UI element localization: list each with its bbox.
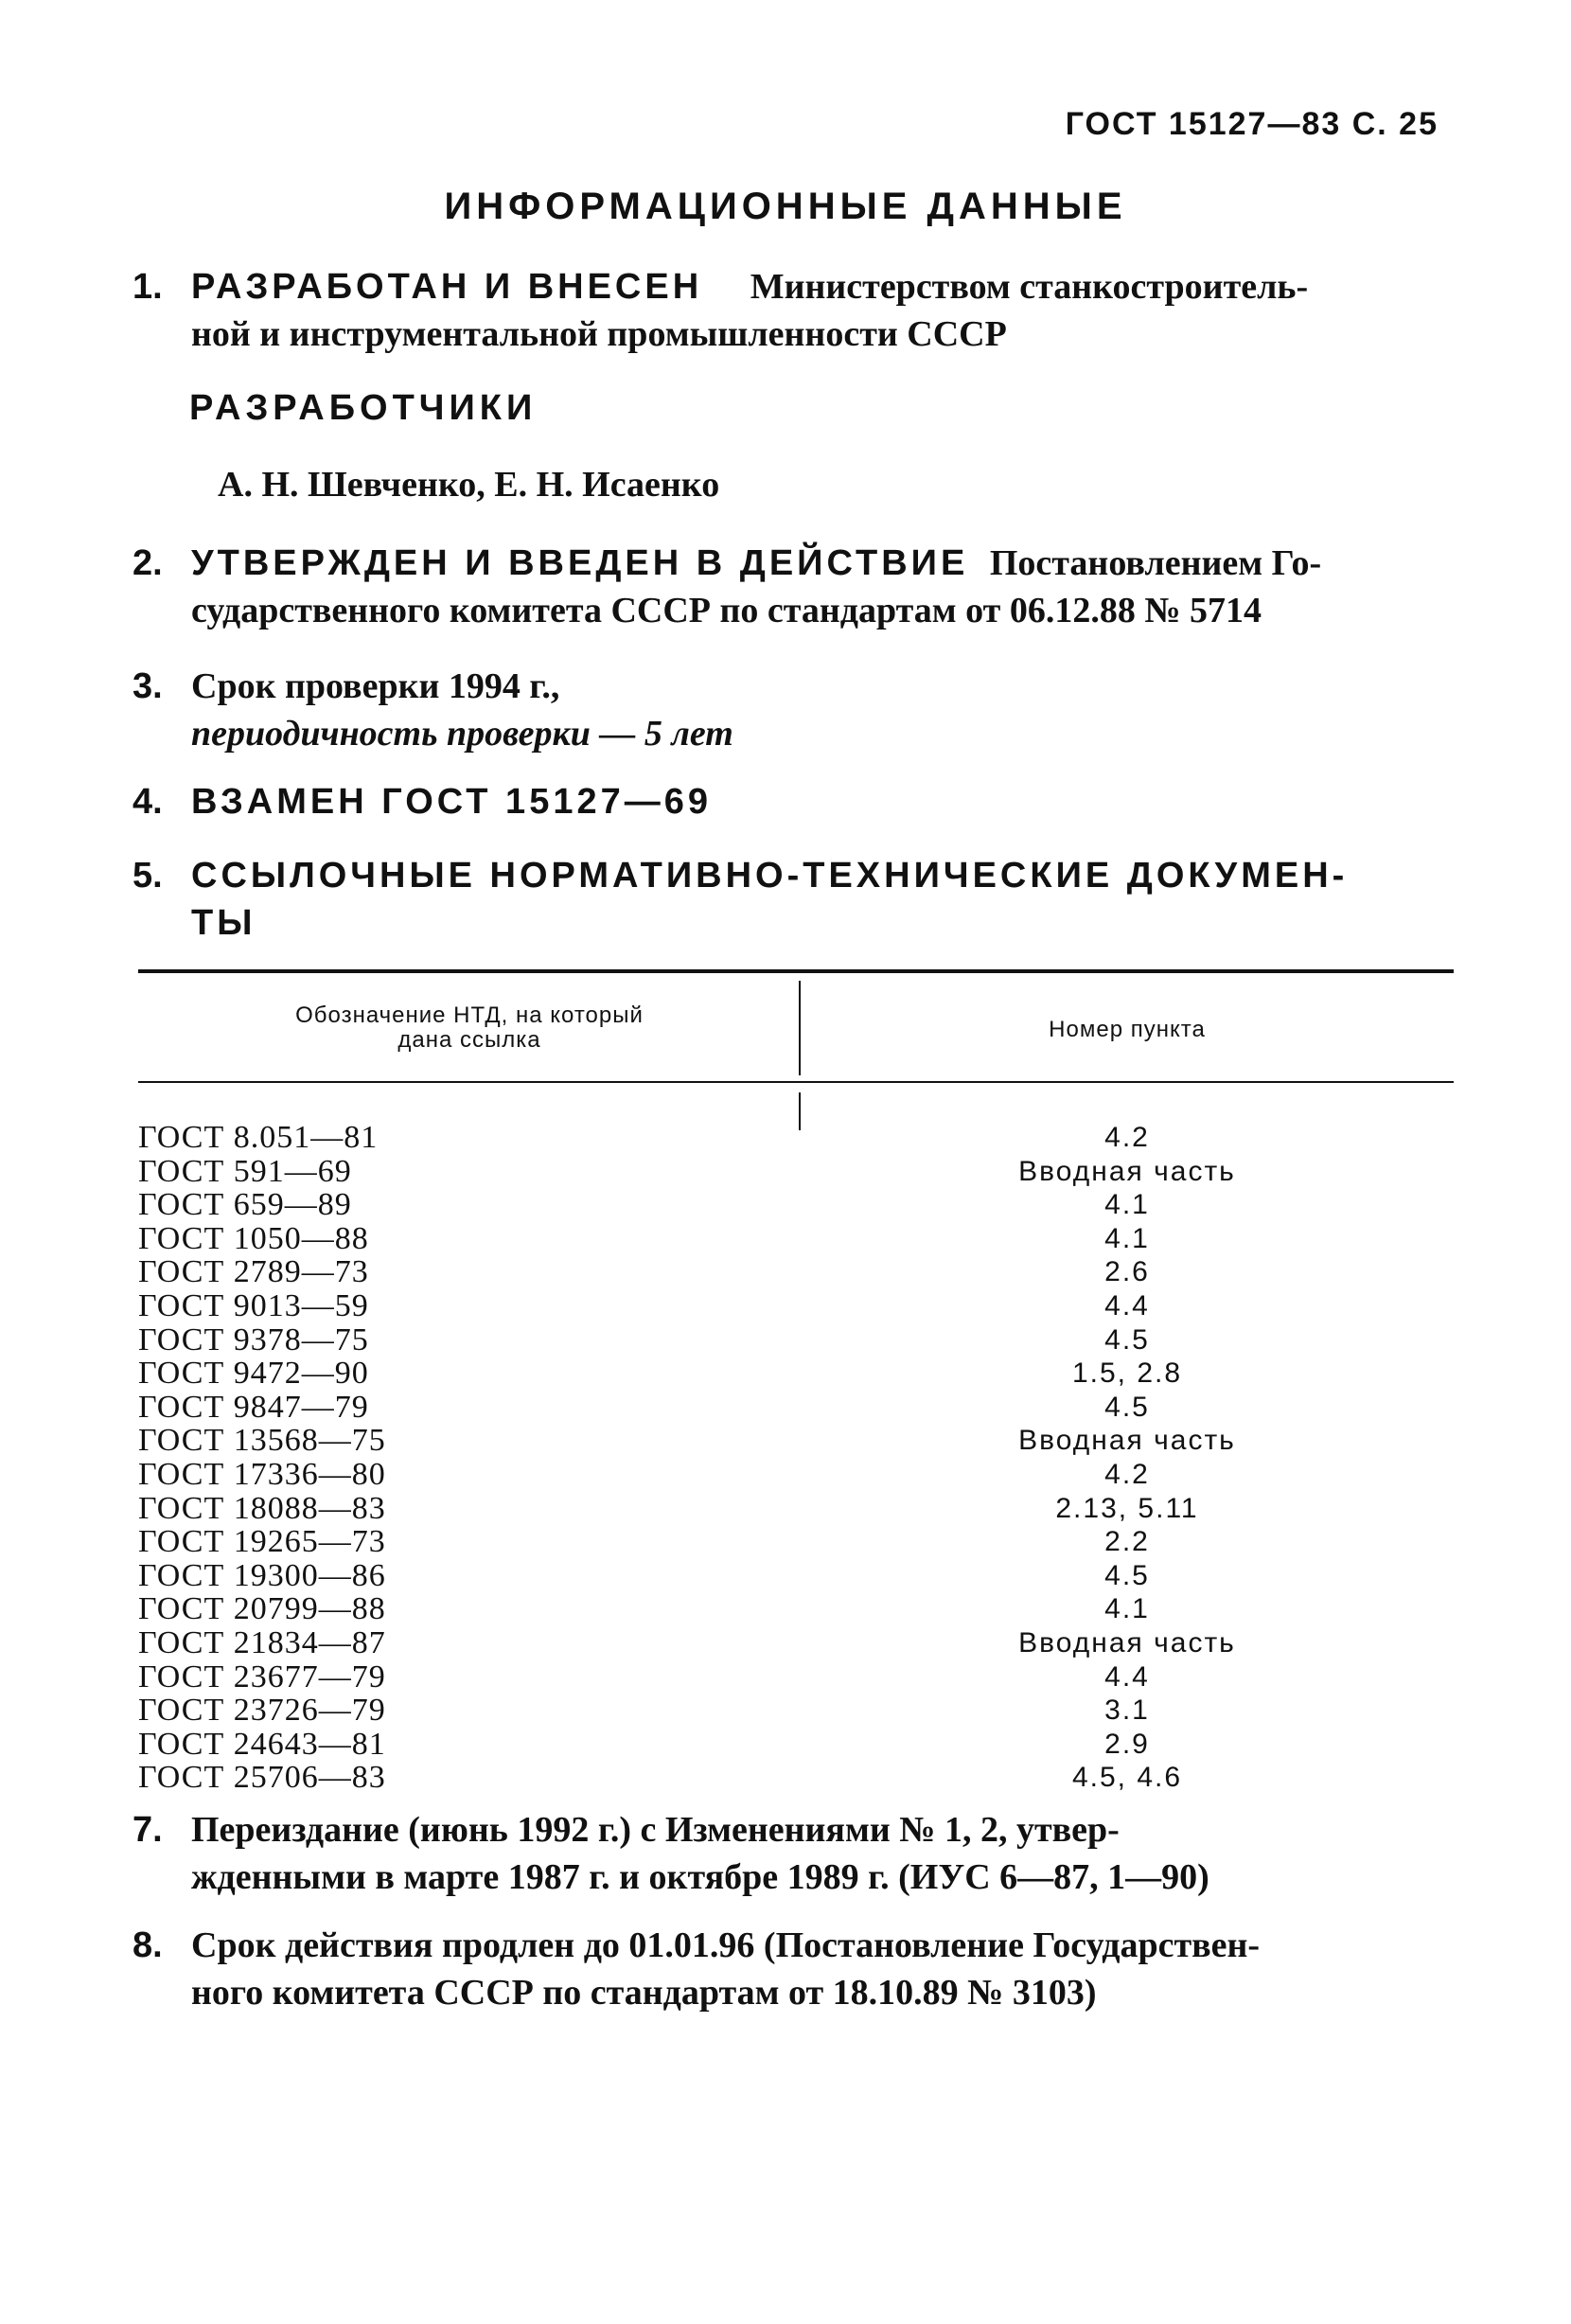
clause-number: 4.5	[1104, 1323, 1150, 1356]
developers-heading: РАЗРАБОТЧИКИ	[189, 388, 538, 428]
item-2-lead: УТВЕРЖДЕН И ВВЕДЕН В ДЕЙСТВИЕ	[191, 543, 969, 583]
table-row	[138, 1660, 1454, 1694]
item-7-text-2: жденными в марте 1987 г. и октябре 1989 г. (ИУС 6—87, 1—90)	[191, 1857, 1209, 1897]
ntd-designation: ГОСТ 23677—79	[138, 1659, 386, 1694]
page-title: ИНФОРМАЦИОННЫЕ ДАННЫЕ	[444, 186, 1127, 227]
table-top-rule	[138, 969, 1454, 973]
ntd-designation: ГОСТ 659—89	[138, 1187, 352, 1223]
clause-number: 4.5	[1104, 1559, 1150, 1591]
item-8-number: 8.	[132, 1925, 163, 1965]
clause-number: 4.4	[1104, 1289, 1150, 1322]
table-header-rule	[138, 1081, 1454, 1083]
clause-number: 2.2	[1104, 1526, 1150, 1558]
item-2-line-1	[191, 540, 1457, 587]
column-header-designation-line-2: дана ссылка	[397, 1027, 541, 1053]
ntd-designation: ГОСТ 9472—90	[138, 1356, 369, 1392]
table-row	[138, 1121, 1454, 1155]
clause-number: 4.1	[1104, 1593, 1150, 1625]
item-1-text-2: ной и инструментальной промышленности СССР	[191, 314, 1007, 354]
item-1-lead: РАЗРАБОТАН И ВНЕСЕН	[191, 267, 703, 307]
table-row	[138, 1525, 1454, 1559]
clause-number: 4.2	[1104, 1458, 1150, 1490]
ntd-designation: ГОСТ 21834—87	[138, 1624, 386, 1660]
item-7-number: 7.	[132, 1810, 163, 1850]
item-8-text-2: ного комитета СССР по стандартам от 18.10.89 № 3103)	[191, 1973, 1097, 2013]
column-header-designation	[157, 1003, 782, 1053]
ntd-designation: ГОСТ 20799—88	[138, 1591, 386, 1627]
ntd-designation: ГОСТ 2789—73	[138, 1254, 369, 1290]
item-4	[132, 778, 1457, 825]
table-body	[138, 1121, 1454, 1795]
table-row	[138, 1222, 1454, 1256]
ntd-designation: ГОСТ 19300—86	[138, 1557, 386, 1593]
clause-number: 4.5, 4.6	[1071, 1762, 1183, 1794]
column-header-clause: Номер пункта	[1049, 1017, 1206, 1042]
ntd-designation: ГОСТ 591—69	[138, 1153, 352, 1189]
ntd-designation: ГОСТ 9847—79	[138, 1389, 369, 1425]
item-3-text-1: Срок проверки 1994 г.,	[191, 666, 560, 706]
clause-number: 3.1	[1104, 1694, 1150, 1727]
table-row	[138, 1255, 1454, 1289]
clause-number: 4.1	[1104, 1189, 1150, 1221]
table-row	[138, 1694, 1454, 1728]
clause-number: 4.1	[1104, 1222, 1150, 1254]
ntd-designation: ГОСТ 25706—83	[138, 1760, 386, 1796]
table-row	[138, 1323, 1454, 1357]
clause-number: Вводная часть	[1018, 1626, 1236, 1659]
clause-number: Вводная часть	[1018, 1425, 1236, 1457]
table-row	[138, 1761, 1454, 1795]
item-5	[132, 852, 1457, 947]
ntd-designation: ГОСТ 1050—88	[138, 1220, 369, 1256]
clause-number: 1.5, 2.8	[1071, 1357, 1183, 1390]
item-1-text-1: Министерством станкостроитель-	[750, 267, 1309, 307]
table-row	[138, 1458, 1454, 1492]
item-4-text: ВЗАМЕН ГОСТ 15127—69	[191, 782, 712, 822]
clause-number: 2.9	[1104, 1728, 1150, 1760]
item-8	[132, 1922, 1457, 2016]
table-row	[138, 1728, 1454, 1762]
table-row	[138, 1424, 1454, 1458]
ntd-designation: ГОСТ 17336—80	[138, 1456, 386, 1492]
item-2-text-2: сударственного комитета СССР по стандартам от 06.12.88 № 5714	[191, 591, 1262, 630]
clause-number: 4.4	[1104, 1660, 1150, 1693]
table-row	[138, 1188, 1454, 1222]
item-8-text-1: Срок действия продлен до 01.01.96 (Постановление Государствен-	[191, 1925, 1261, 1965]
table-row	[138, 1289, 1454, 1323]
item-3-text-2: периодичность проверки — 5 лет	[191, 714, 733, 754]
item-3	[132, 663, 1457, 757]
clause-number: 4.2	[1104, 1122, 1150, 1153]
page-header-ref: ГОСТ 15127—83 С. 25	[1065, 106, 1439, 142]
ntd-designation: ГОСТ 18088—83	[138, 1490, 386, 1526]
item-7-text-1: Переиздание (июнь 1992 г.) с Изменениями № 1, 2, утвер-	[191, 1810, 1120, 1850]
ntd-designation: ГОСТ 8.051—81	[138, 1120, 379, 1155]
table-row	[138, 1357, 1454, 1391]
item-5-number: 5.	[132, 856, 163, 896]
column-header-designation-line-1: Обозначение НТД, на который	[295, 1002, 644, 1028]
ntd-designation: ГОСТ 19265—73	[138, 1524, 386, 1560]
item-1	[132, 263, 1457, 358]
ntd-designation: ГОСТ 24643—81	[138, 1726, 386, 1762]
item-5-text-2: ТЫ	[191, 903, 256, 943]
item-2-text-1: Постановлением Го-	[989, 543, 1322, 583]
item-2-number: 2.	[132, 543, 163, 583]
ntd-designation: ГОСТ 13568—75	[138, 1423, 386, 1459]
table-row	[138, 1592, 1454, 1626]
item-4-number: 4.	[132, 782, 163, 822]
item-3-number: 3.	[132, 666, 163, 706]
ntd-designation: ГОСТ 9378—75	[138, 1322, 369, 1357]
developers-names: А. Н. Шевченко, Е. Н. Исаенко	[218, 465, 720, 505]
item-2	[132, 540, 1457, 634]
ntd-designation: ГОСТ 9013—59	[138, 1287, 369, 1323]
table-row	[138, 1391, 1454, 1425]
item-7	[132, 1806, 1457, 1901]
table-row	[138, 1155, 1454, 1189]
table-row	[138, 1626, 1454, 1660]
ntd-designation: ГОСТ 23726—79	[138, 1693, 386, 1729]
clause-number: Вводная часть	[1018, 1155, 1236, 1187]
table-row	[138, 1492, 1454, 1526]
table-row	[138, 1559, 1454, 1593]
clause-number: 2.6	[1104, 1256, 1150, 1288]
item-1-number: 1.	[132, 267, 163, 307]
clause-number: 2.13, 5.11	[1055, 1492, 1199, 1524]
item-5-text-1: ССЫЛОЧНЫЕ НОРМАТИВНО-ТЕХНИЧЕСКИЕ ДОКУМЕН-	[191, 856, 1349, 896]
item-1-line-1	[191, 263, 1457, 310]
clause-number: 4.5	[1104, 1391, 1150, 1423]
